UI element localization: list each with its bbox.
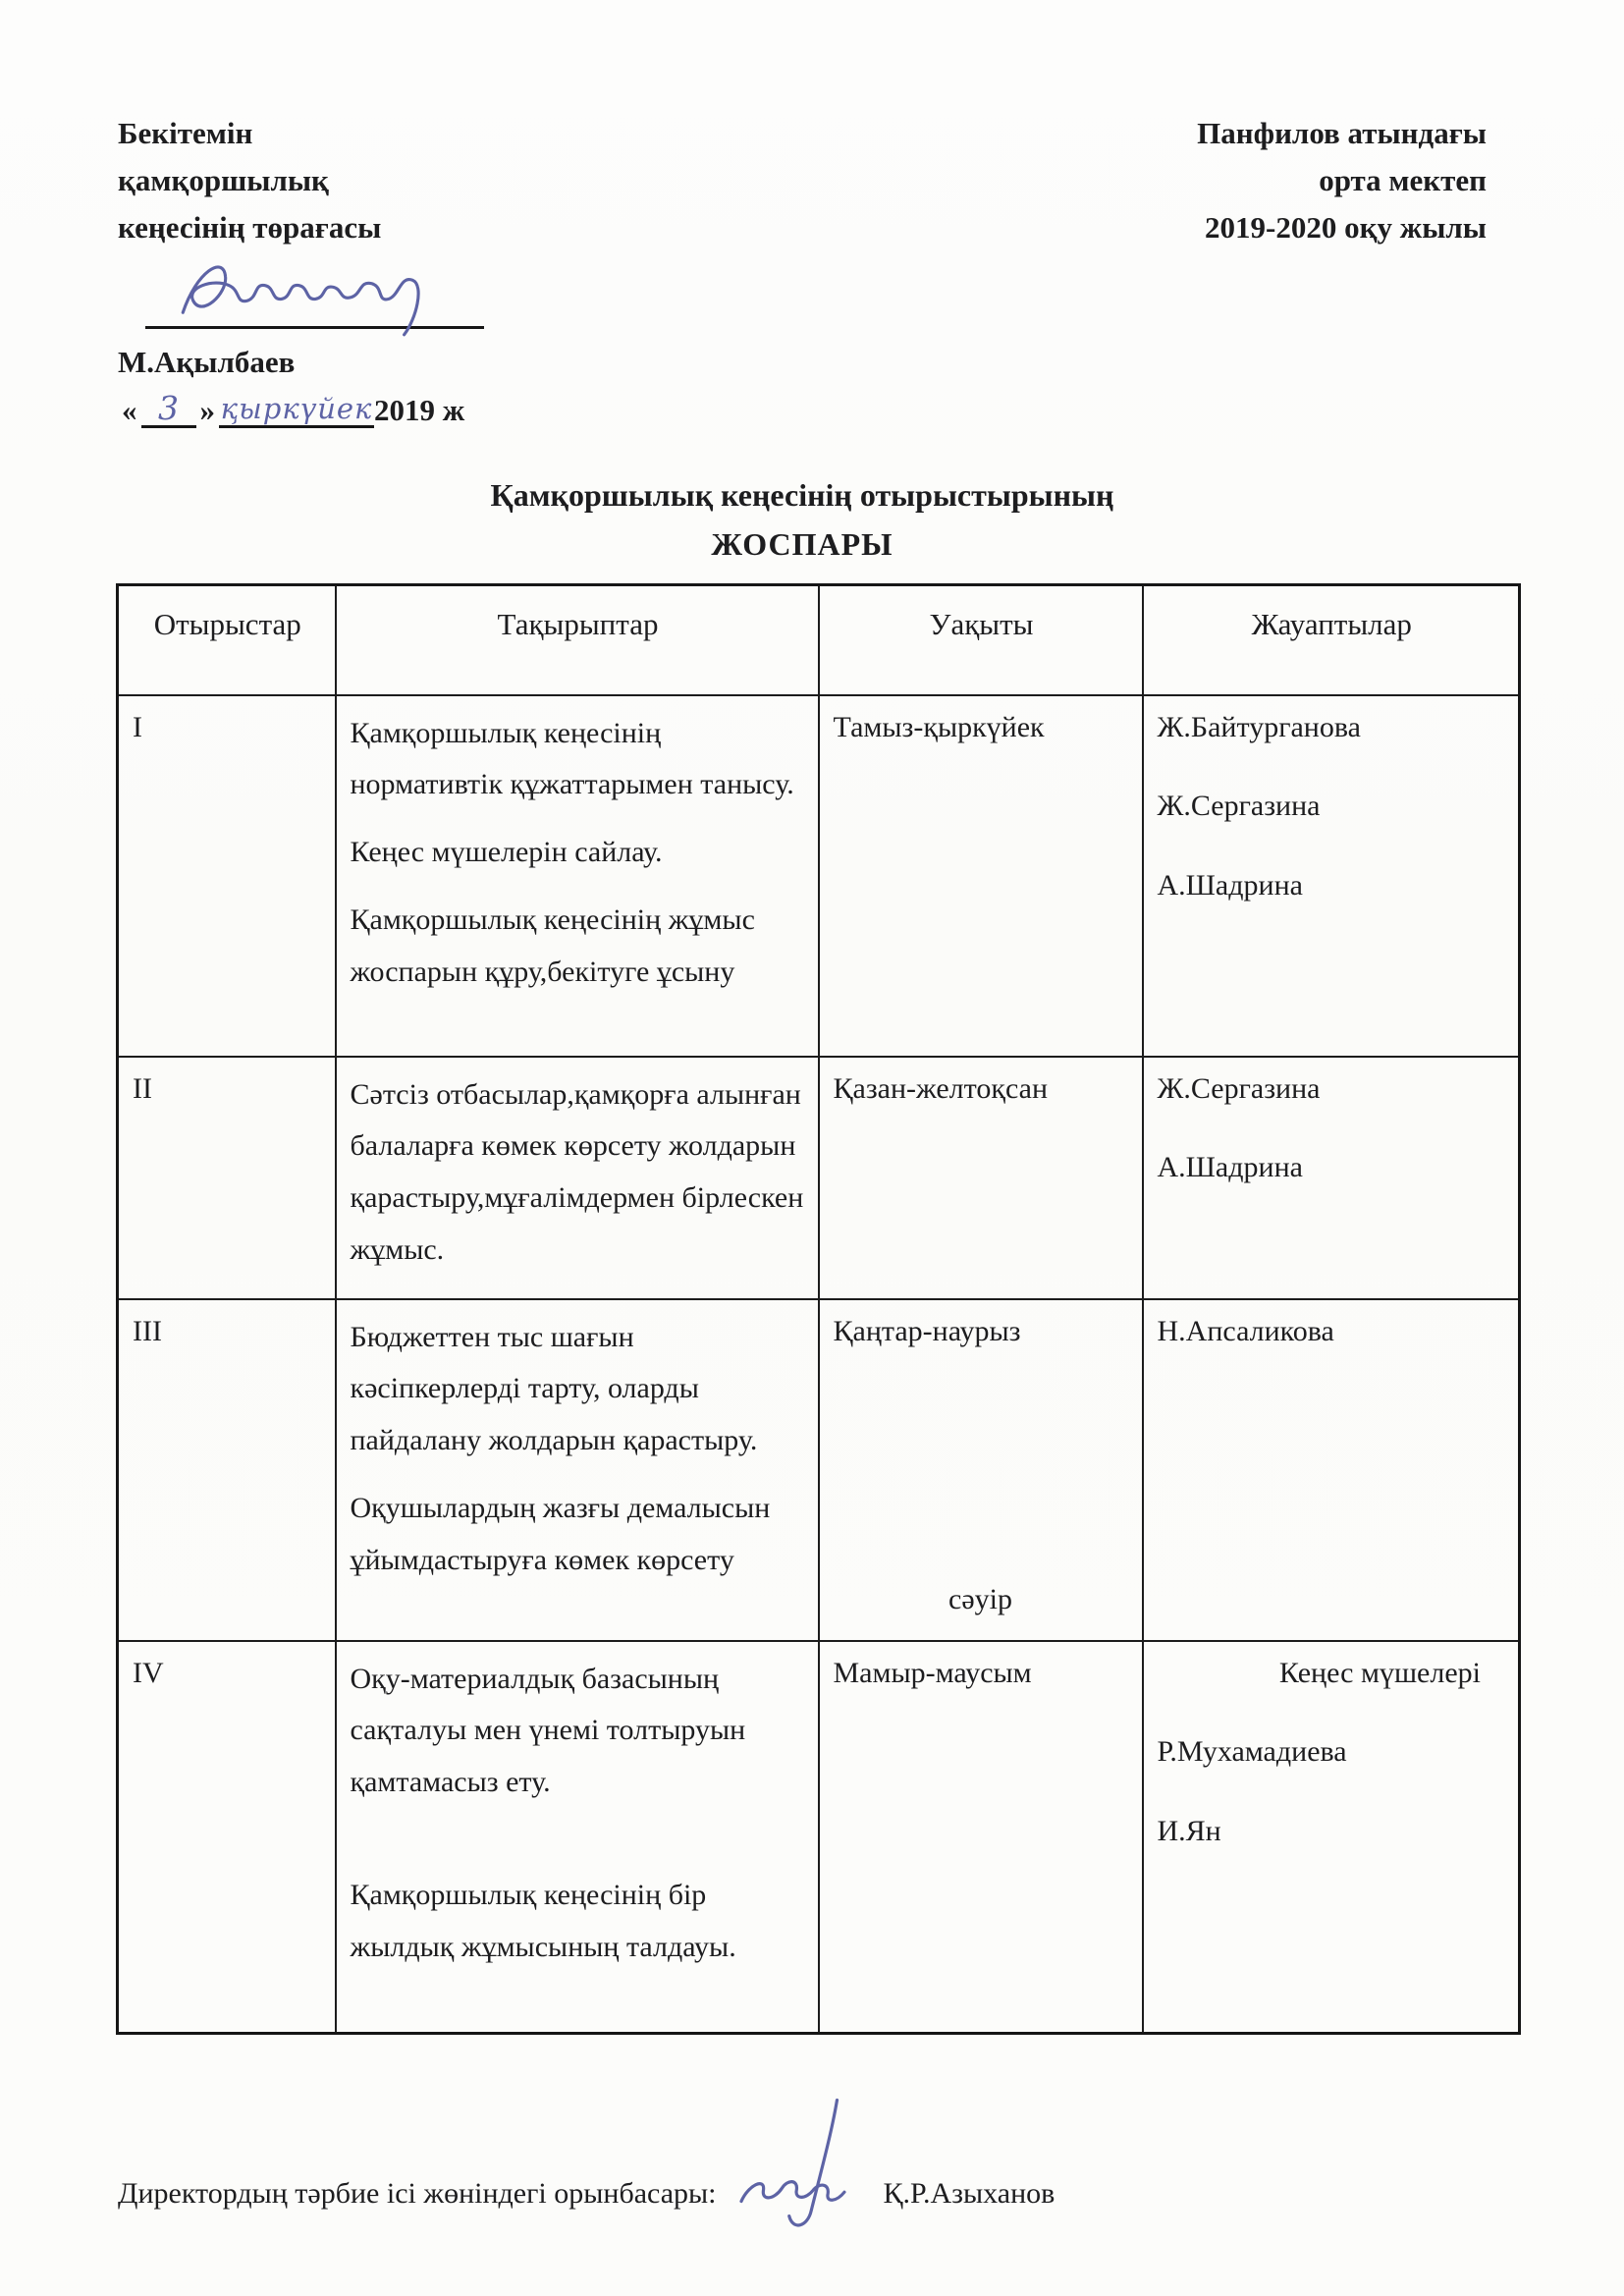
row-topics [336, 695, 819, 1057]
responsible-name: Р.Мухамадиева [1157, 1735, 1347, 1769]
row-number: I [118, 695, 336, 1057]
table-row [118, 1299, 1520, 1641]
handwritten-month: қыркүйек [219, 392, 374, 428]
row-time: Тамыз-қыркүйек [819, 695, 1143, 1057]
row-topics [336, 1057, 819, 1299]
title-line-1: Қамқоршылық кеңесінің отырыстырының [490, 477, 1114, 513]
responsible-name: Ж.Сергазина [1157, 790, 1321, 823]
table-row [118, 695, 1520, 1057]
row-number: III [118, 1299, 336, 1641]
quote-close: » [199, 393, 215, 427]
responsible-group: Кеңес мүшелері [1278, 1656, 1481, 1689]
column-header-meetings: Отырыстар [118, 585, 336, 695]
school-block [1197, 110, 1487, 251]
row-time: Қазан-желтоқсан [819, 1057, 1143, 1299]
quote-open: « [122, 393, 137, 427]
school-line: Панфилов атындағы [1197, 116, 1487, 150]
row-number: II [118, 1057, 336, 1299]
topic-paragraph: Оқушылардың жазғы демалысын ұйымдастыруға көмек көрсету [350, 1492, 771, 1576]
topic-paragraph: Оқу-материалдық базасының сақталуы мен үнемі толтыруын қамтамасыз ету. [350, 1662, 746, 1799]
document-footer [118, 2092, 1487, 2214]
approval-line: кеңесінің төрағасы [118, 210, 382, 245]
responsible-name: А.Шадрина [1157, 869, 1303, 902]
school-line: орта мектеп [1319, 163, 1487, 197]
responsible-name: И.Ян [1157, 1815, 1221, 1848]
handwritten-day: 3 [141, 392, 196, 428]
row-topics [336, 1299, 819, 1641]
responsible-name: А.Шадрина [1157, 1151, 1303, 1184]
time-period-2: сәуір [948, 1582, 1012, 1615]
plan-table [116, 583, 1521, 2035]
document-header [118, 110, 1487, 428]
deputy-signature-icon [727, 2092, 874, 2239]
approver-name: М.Ақылбаев [118, 345, 296, 379]
topic-paragraph: Қамқоршылық кеңесінің нормативтік құжаттарымен танысу. [350, 716, 794, 801]
approval-date-line [118, 389, 668, 428]
responsible-name: Н.Апсаликова [1157, 1314, 1334, 1347]
approval-line: Бекітемін [118, 116, 253, 150]
approval-line: қамқоршылық [118, 163, 329, 197]
approval-block [118, 110, 668, 428]
table-row [118, 1641, 1520, 2034]
topic-paragraph: Қамқоршылық кеңесінің жұмыс жоспарын құру,бекітуге ұсыну [350, 902, 755, 988]
table-header-row [118, 585, 1520, 695]
document-title [118, 473, 1487, 566]
column-header-topics: Тақырыптар [336, 585, 819, 695]
title-line-2: ЖОСПАРЫ [711, 526, 893, 562]
row-time: Мамыр-маусым [819, 1641, 1143, 2034]
row-number: IV [118, 1641, 336, 2034]
topic-paragraph: Қамқоршылық кеңесінің бір жылдық жұмысының талдауы. [350, 1879, 736, 1963]
column-header-time: Уақыты [819, 585, 1143, 695]
footer-label: Директордың тәрбие ісі жөніндегі орынбасары: [118, 2177, 717, 2211]
table-row [118, 1057, 1520, 1299]
topic-paragraph: Бюджеттен тыс шағын кәсіпкерлерді тарту, оларды пайдалану жолдарын қарастыру. [350, 1320, 758, 1457]
row-responsible [1143, 1641, 1520, 2034]
row-responsible [1143, 1057, 1520, 1299]
time-period-1: Қаңтар-наурыз [833, 1314, 1021, 1347]
school-line: 2019-2020 оқу жылы [1205, 210, 1487, 245]
responsible-name: Ж.Сергазина [1157, 1071, 1321, 1105]
topic-paragraph: Кеңес мүшелерін сайлау. [350, 836, 663, 869]
deputy-name: Қ.Р.Азыханов [883, 2177, 1056, 2211]
row-responsible [1143, 695, 1520, 1057]
responsible-name: Ж.Байтурганова [1157, 710, 1361, 743]
row-topics [336, 1641, 819, 2034]
row-responsible [1143, 1299, 1520, 1641]
date-year: 2019 ж [374, 393, 465, 427]
row-time [819, 1299, 1143, 1641]
column-header-responsible: Жауаптылар [1143, 585, 1520, 695]
chairman-signature-icon [145, 238, 479, 340]
topic-paragraph: Сәтсіз отбасылар,қамқорға алынған балаларға көмек көрсету жолдарын қарастыру,мұғалімдермен бірлескен жұмыс. [350, 1077, 804, 1266]
